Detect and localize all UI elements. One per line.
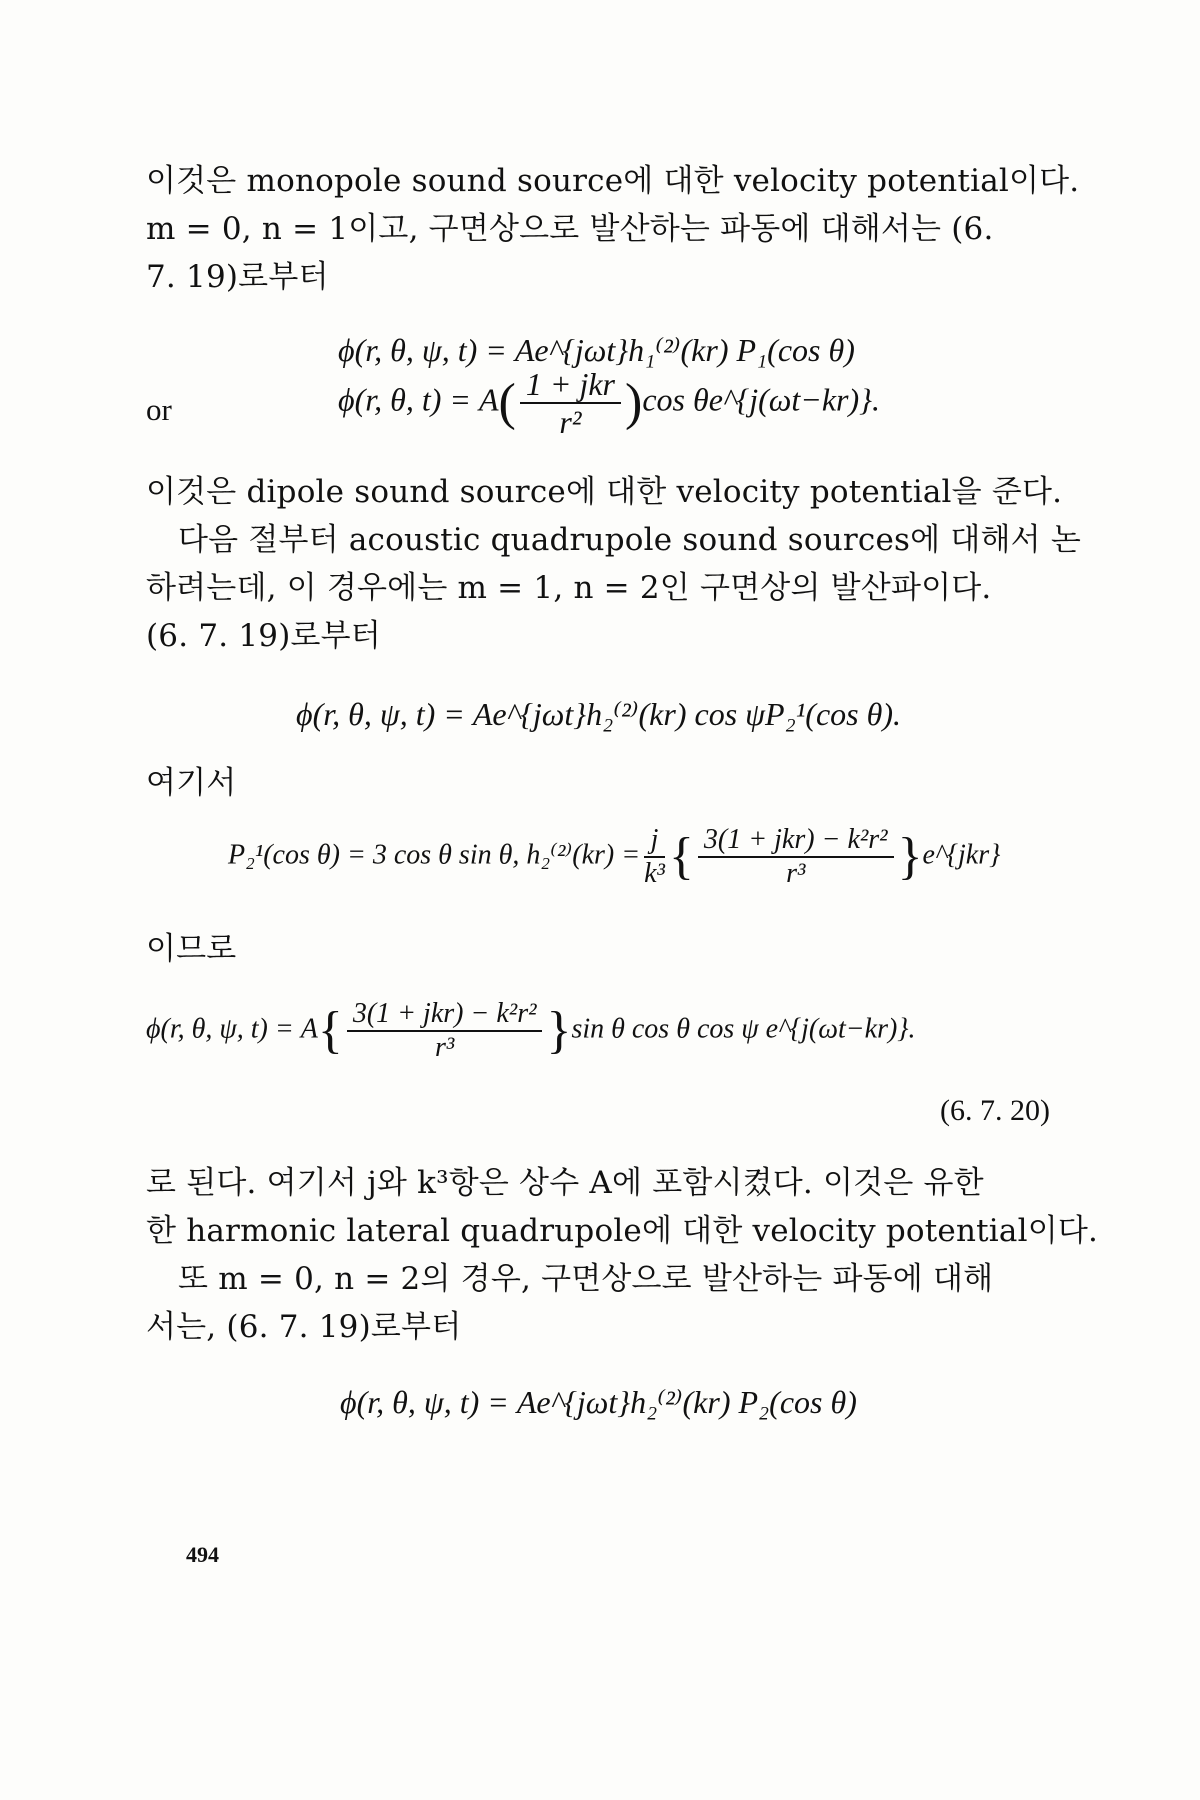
equation-6: ϕ(r, θ, ψ, t) = Ae^{jωt}h₂⁽²⁾(kr) P₂(cos θ) bbox=[340, 1384, 857, 1420]
eq4-frac-numerator: j bbox=[644, 826, 665, 858]
text-line-11: 한 harmonic lateral quadrupole에 대한 velocity potential이다. bbox=[146, 1213, 1099, 1249]
text-line-12: 또 m = 0, n = 2의 경우, 구면상으로 발산하는 파동에 대해 bbox=[178, 1261, 994, 1297]
eq2-right: cos θe^{j(ωt−kr)}. bbox=[642, 381, 880, 418]
text-line-5: 다음 절부터 acoustic quadrupole sound sources에 대해서 논 bbox=[178, 522, 1081, 558]
text-line-10: 로 된다. 여기서 j와 k³항은 상수 A에 포함시켰다. 이것은 유한 bbox=[146, 1165, 984, 1201]
text-line-1: 이것은 monopole sound source에 대한 velocity potential이다. bbox=[146, 163, 1080, 199]
eq4-fraction bbox=[644, 826, 665, 888]
text-line-3: 7. 19)로부터 bbox=[146, 259, 329, 295]
eq2-left: ϕ(r, θ, t) = A bbox=[338, 381, 499, 418]
eq4-left: P₂¹(cos θ) = 3 cos θ sin θ, h₂⁽²⁾(kr) = bbox=[228, 839, 641, 871]
text-line-2: m = 0, n = 1이고, 구면상으로 발산하는 파동에 대해서는 (6. bbox=[146, 211, 994, 247]
equation-2: ϕ(r, θ, t) = A( $\frac{\text{1 + jkr}}{\text{r²}}$ )cos θe^{j(ωt−kr)}. bbox=[338, 366, 880, 440]
eq5-right: sin θ cos θ cos ψ e^{j(ωt−kr)}. bbox=[571, 1013, 916, 1045]
eq4-right: e^{jkr} bbox=[922, 839, 1001, 871]
eq2-numerator: 1 + jkr bbox=[520, 368, 621, 404]
text-line-7: (6. 7. 19)로부터 bbox=[146, 618, 381, 654]
eq5-numerator: 3(1 + jkr) − k²r² bbox=[347, 1000, 543, 1032]
text-line-8: 여기서 bbox=[146, 765, 237, 801]
equation-1: ϕ(r, θ, ψ, t) = Ae^{jωt}h₁⁽²⁾(kr) P₁(cos θ) bbox=[338, 332, 855, 368]
eq2-fraction bbox=[520, 368, 621, 438]
or-label: or bbox=[146, 392, 172, 427]
equation-5: ϕ(r, θ, ψ, t) = A{ $\frac{\text{3(1 + jkr) − k²r²}}{\text{r³}}$ }sin θ cos θ cos ψ e^{j(ωt−kr)}. bbox=[146, 998, 916, 1063]
eq5-left: ϕ(r, θ, ψ, t) = A bbox=[146, 1013, 318, 1045]
equation-number: (6. 7. 20) bbox=[940, 1094, 1050, 1127]
text-line-6: 하려는데, 이 경우에는 m = 1, n = 2인 구면상의 발산파이다. bbox=[146, 570, 992, 606]
text-line-9: 이므로 bbox=[146, 931, 237, 967]
page-number: 494 bbox=[186, 1542, 219, 1567]
eq5-denominator: r³ bbox=[435, 1032, 455, 1063]
eq4-brace-fraction bbox=[698, 826, 894, 888]
eq5-fraction bbox=[347, 1000, 543, 1062]
equation-4: P₂¹(cos θ) = 3 cos θ sin θ, h₂⁽²⁾(kr) = $\frac{j}{\text{k³}}$ { $\frac{\text{3(1 + jkr) − k²r²}}{\text{r³}}$ }e^{jkr} bbox=[228, 824, 1001, 889]
text-line-4: 이것은 dipole sound source에 대한 velocity potential을 준다. bbox=[146, 474, 1063, 510]
eq4-brace-denominator: r³ bbox=[786, 858, 806, 889]
eq4-frac-denominator: k³ bbox=[644, 858, 665, 889]
eq4-brace-numerator: 3(1 + jkr) − k²r² bbox=[698, 826, 894, 858]
eq2-denominator: r² bbox=[559, 404, 582, 440]
text-line-13: 서는, (6. 7. 19)로부터 bbox=[146, 1309, 462, 1345]
equation-3: ϕ(r, θ, ψ, t) = Ae^{jωt}h₂⁽²⁾(kr) cos ψP₂¹(cos θ). bbox=[296, 696, 901, 732]
